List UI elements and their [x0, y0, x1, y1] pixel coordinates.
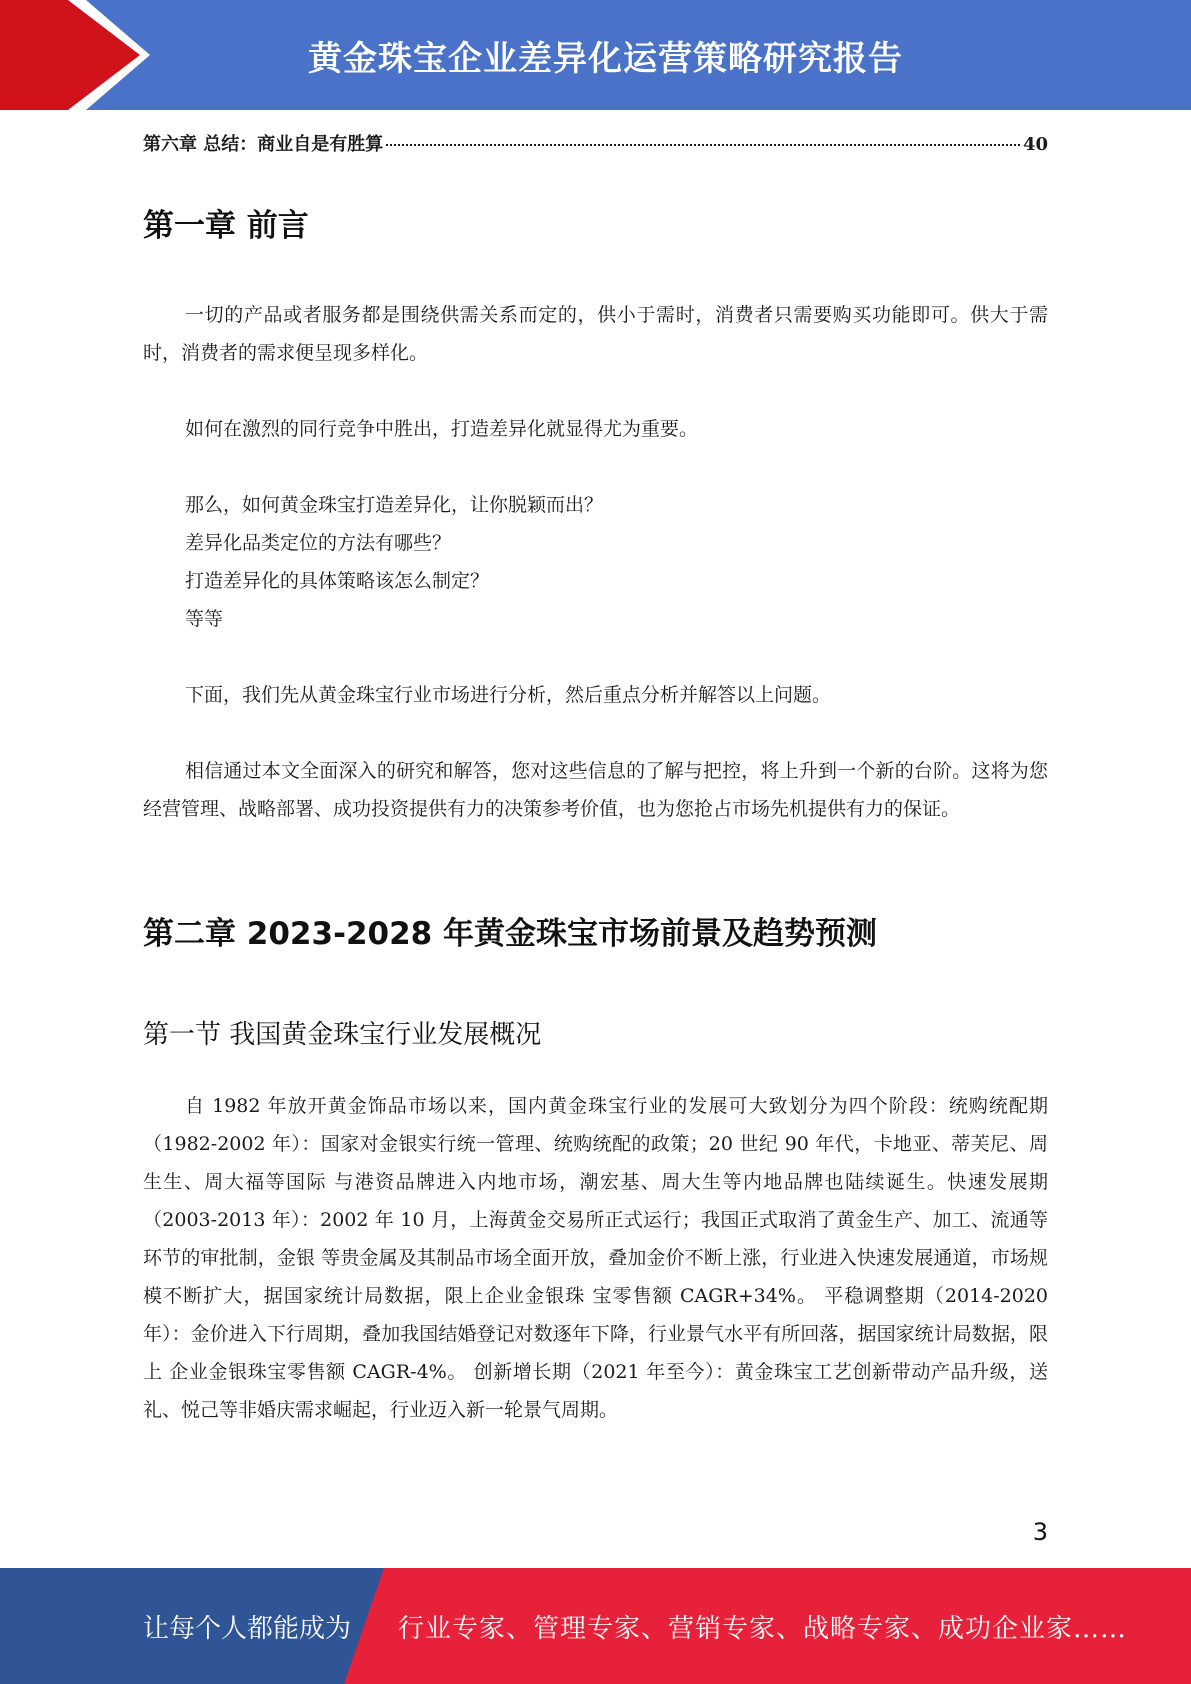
chapter1-paragraph-1: 一切的产品或者服务都是围绕供需关系而定的，供小于需时，消费者只需要购买功能即可。供大于需时，消费者的需求便呈现多样化。 [143, 304, 1048, 364]
chapter1-question-1: 那么，如何黄金珠宝打造差异化，让你脱颖而出？ [185, 494, 604, 516]
toc-leader-dots [386, 144, 1020, 146]
chapter1-question-3: 打造差异化的具体策略该怎么制定？ [185, 570, 490, 592]
chapter1-paragraph-2: 如何在激烈的同行竞争中胜出，打造差异化就显得尤为重要。 [185, 418, 699, 440]
toc-entry-page: 40 [1022, 134, 1048, 155]
chapter2-heading: 第二章 2023-2028 年黄金珠宝市场前景及趋势预测 [143, 916, 878, 952]
chapter1-question-2: 差异化品类定位的方法有哪些？ [185, 532, 452, 554]
chapter1-paragraph-4: 相信通过本文全面深入的研究和解答，您对这些信息的了解与把控，将上升到一个新的台阶。这将为您经营管理、战略部署、成功投资提供有力的决策参考价值，也为您抢占市场先机提供有力的保证。 [143, 760, 1048, 820]
chapter1-heading: 第一章 前言 [143, 208, 309, 244]
toc-entry-title: 第六章 总结：商业自是有胜算 [143, 134, 384, 155]
chapter1-question-4: 等等 [185, 608, 224, 630]
report-title: 黄金珠宝企业差异化运营策略研究报告 [308, 38, 903, 79]
header-bar [0, 0, 1191, 110]
section1-heading: 第一节 我国黄金珠宝行业发展概况 [143, 1020, 542, 1050]
footer-bar [0, 1568, 1191, 1684]
footer-slogan-left: 让每个人都能成为 [143, 1613, 352, 1644]
page-number: 3 [1032, 1518, 1048, 1546]
chapter1-paragraph-3: 下面，我们先从黄金珠宝行业市场进行分析，然后重点分析并解答以上问题。 [185, 684, 832, 706]
section1-paragraph: 自 1982 年放开黄金饰品市场以来，国内黄金珠宝行业的发展可大致划分为四个阶段：统购统配期（1982-2002 年）：国家对金银实行统一管理、统购统配的政策；20 世纪 90 年代，卡地亚、蒂芙尼、周生生、周大福等国际 与港资品牌进入内地市场，潮宏基、周大生等内地品牌也陆续诞生。快速发展期（2003-2013 年）：2002 年 10 月，上海黄金交易所正式运行；我国正式取消了黄金生产、加工、流通等环节的审批制，金银 等贵金属及其制品市场全面开放，叠加金价不断上涨，行业进入快速发展通道，市场规模不断扩大，据国家统计局数据，限上企业金银珠 宝零售额 CAGR+34%。 平稳调整期（2014-2020 年）：金价进入下行周期，叠加我国结婚登记对数逐年下降，行业景气水平有所回落，据国家统计局数据，限上 企业金银珠宝零售额 CAGR-4%。 创新增长期（2021 年至今）：黄金珠宝工艺创新带动产品升级，送礼、悦己等非婚庆需求崛起，行业迈入新一轮景气周期。 [143, 1095, 1048, 1421]
footer-slogan-right: 行业专家、管理专家、营销专家、战略专家、成功企业家…… [398, 1613, 1128, 1644]
toc-entry[interactable] [143, 130, 1048, 156]
